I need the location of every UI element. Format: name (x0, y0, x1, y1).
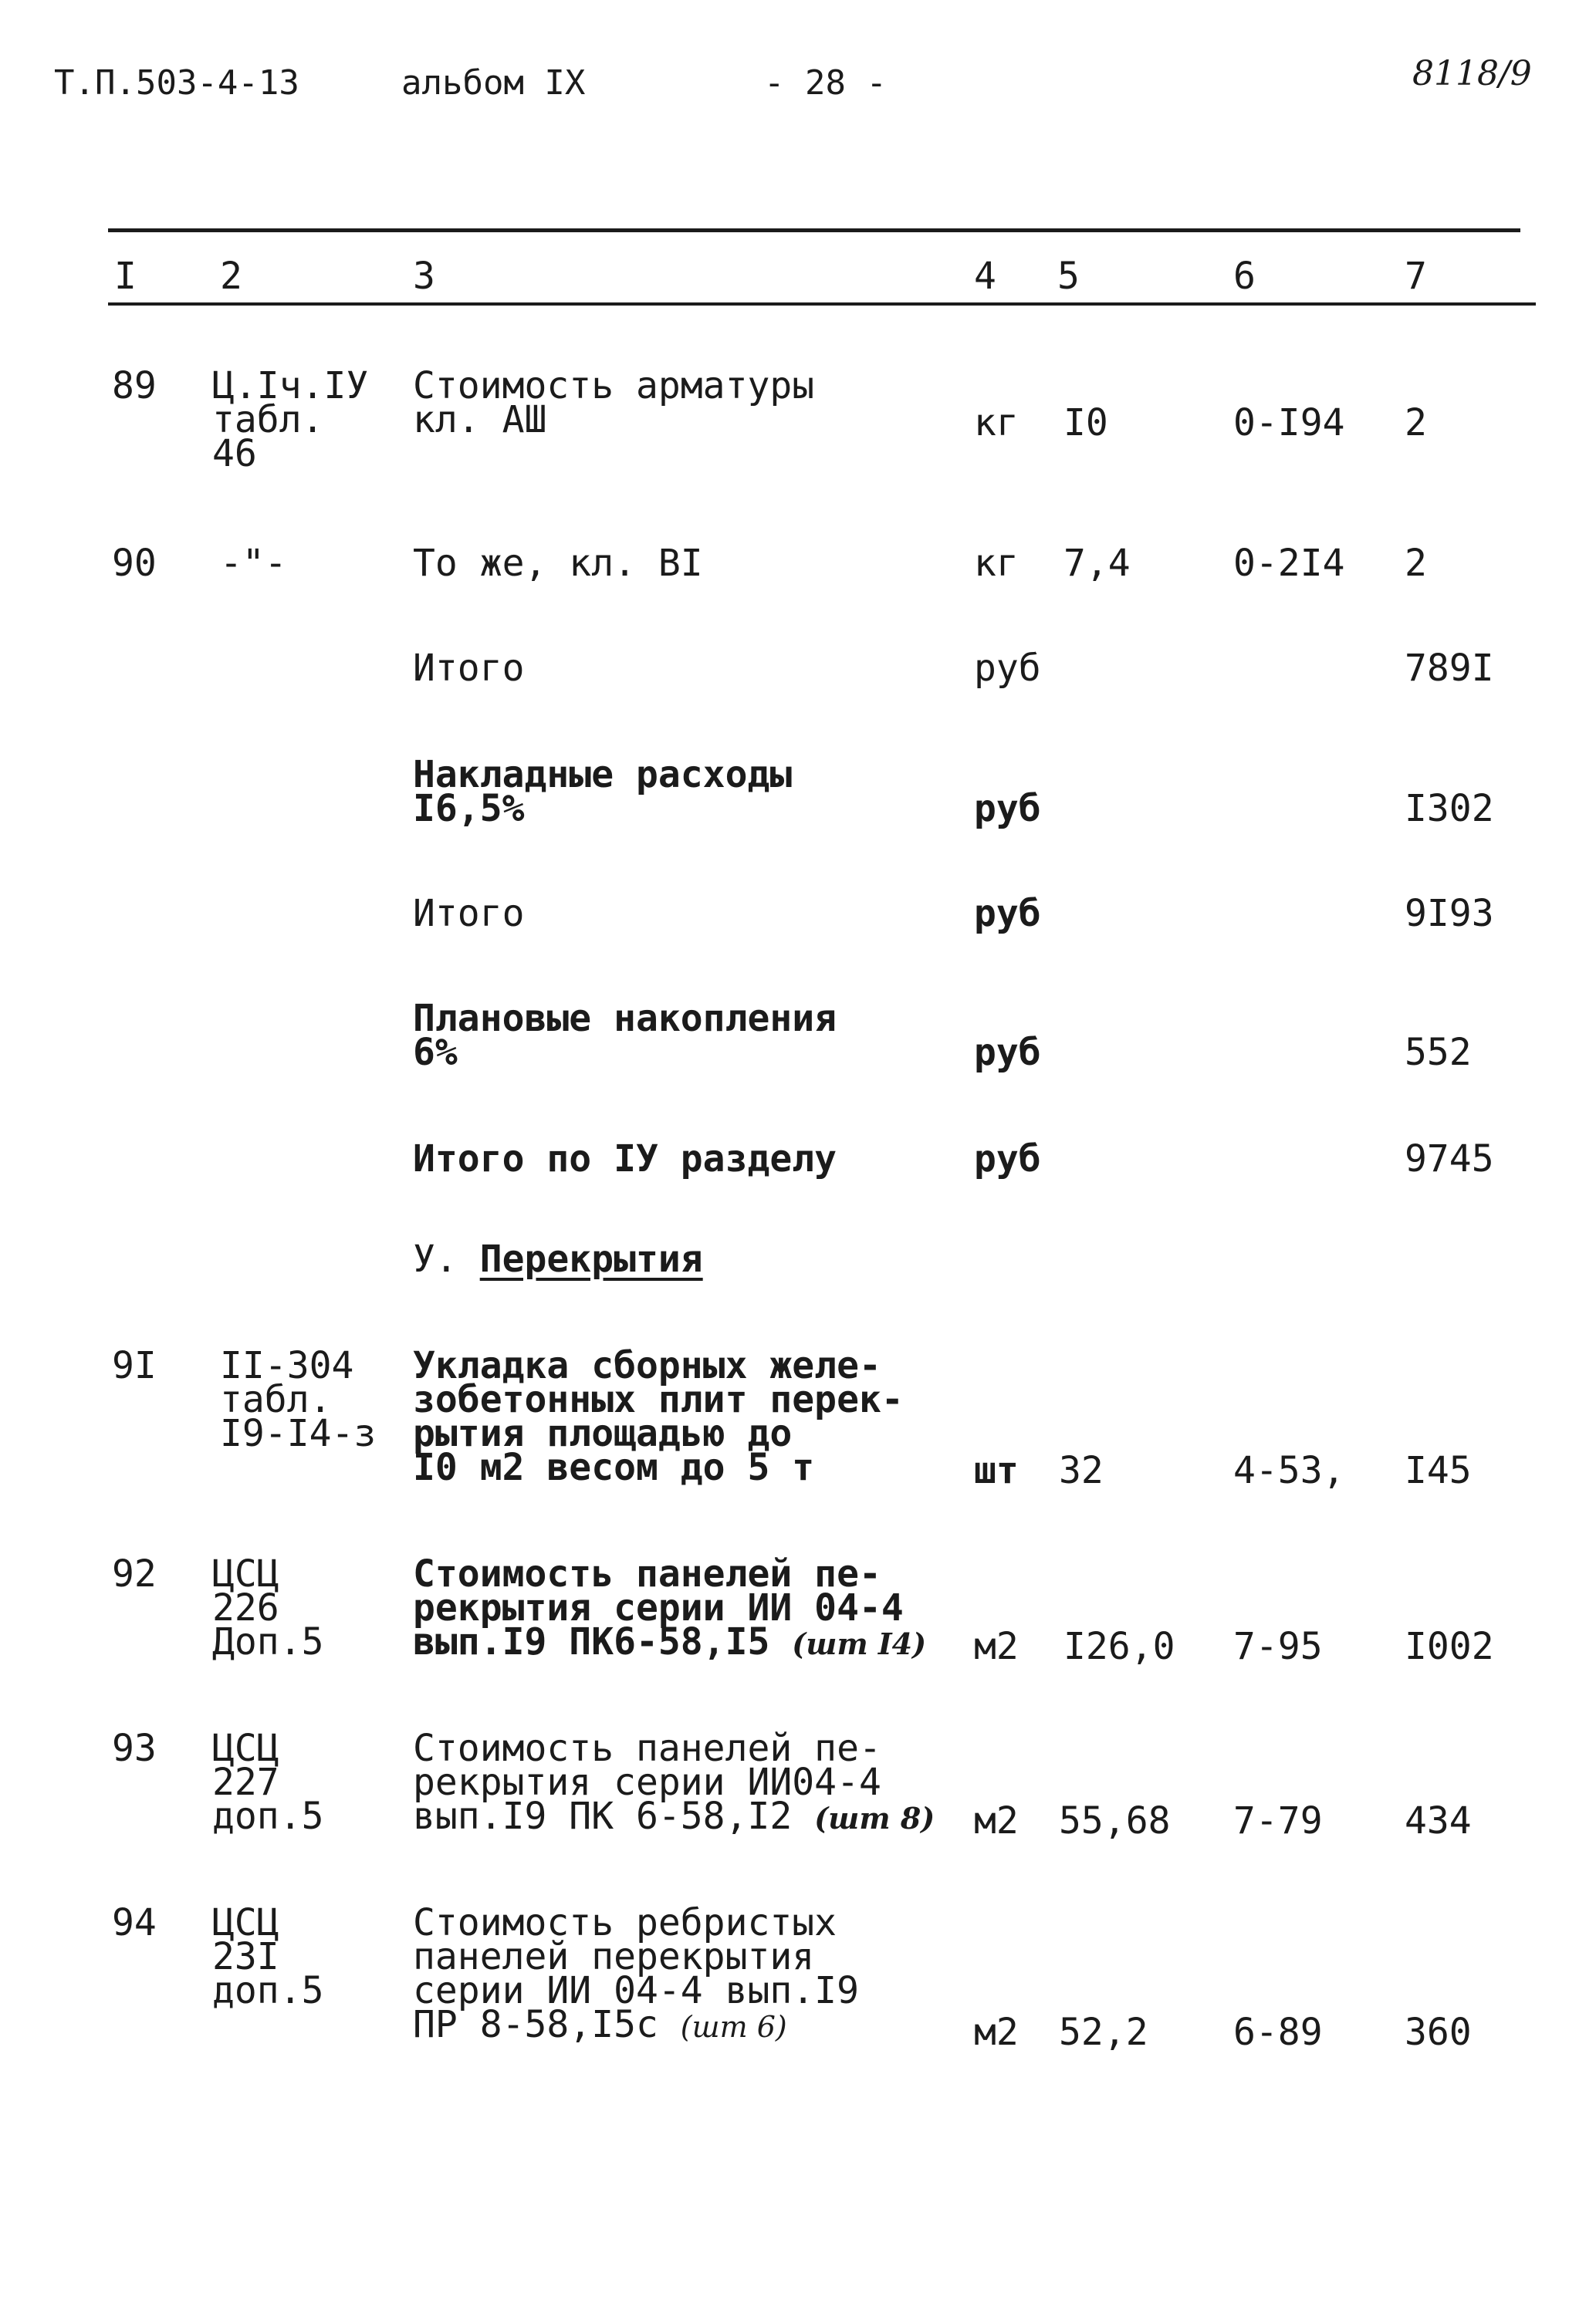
subtotal-1-label: Итого (413, 647, 525, 690)
overhead-unit: руб (974, 787, 1041, 830)
row-89-unit-price: 0-I94 (1233, 401, 1345, 444)
row-90-description: То же, кл. BI (413, 542, 703, 585)
page-number: - 28 - (764, 63, 887, 103)
subtotal-2-total: 9I93 (1405, 892, 1494, 935)
column-header-7: 7 (1405, 255, 1427, 298)
row-89-number: 89 (112, 364, 157, 407)
album-label: альбом IX (401, 63, 586, 103)
column-header-3: 3 (413, 255, 435, 298)
row-89-unit: кг (974, 401, 1019, 444)
row-92-description (413, 1552, 927, 1664)
section-5-prefix: У. (413, 1238, 458, 1281)
row-93-unit-price: 7-79 (1233, 1799, 1323, 1843)
row-92-description-text: Стоимость панелей пе- рекрытия серии ИИ 04-4 вып.I9 ПК6-58,I5 (413, 1552, 904, 1664)
section-4-total-label: Итого по IУ разделу (413, 1137, 837, 1181)
section-4-total-value: 9745 (1405, 1137, 1494, 1181)
row-94-description-text: Стоимость ребристых панелей перекрытия серии ИИ 04-4 вып.I9 ПР 8-58,I5с (413, 1901, 859, 2046)
row-90-number: 90 (112, 542, 157, 585)
row-93-number: 93 (112, 1727, 157, 1770)
row-94-description (413, 1901, 859, 2046)
row-93-total: 434 (1405, 1799, 1472, 1843)
row-94-total: 360 (1405, 2011, 1472, 2054)
row-93-source: ЦСЦ 227 доп.5 (212, 1727, 324, 1838)
subtotal-2-label: Итого (413, 892, 525, 935)
subtotal-1-total: 789I (1405, 647, 1494, 690)
row-91-unit-price: 4-53, (1233, 1449, 1345, 1492)
row-92-total: I002 (1405, 1625, 1494, 1668)
row-90-quantity: 7,4 (1063, 542, 1131, 585)
row-91-number: 9I (112, 1344, 157, 1387)
row-92-unit: м2 (974, 1625, 1019, 1668)
document-code: Т.П.503-4-13 (54, 63, 299, 103)
row-92-unit-price: 7-95 (1233, 1625, 1323, 1668)
row-91-total: I45 (1405, 1449, 1472, 1492)
planned-savings-label: Плановые накопления 6% (413, 997, 837, 1074)
row-93-description (413, 1727, 935, 1838)
row-90-unit: кг (974, 542, 1019, 585)
row-91-source: II-304 табл. I9-I4-з (220, 1344, 377, 1455)
row-89-total: 2 (1405, 401, 1427, 444)
row-94-quantity: 52,2 (1059, 2011, 1148, 2054)
column-header-6: 6 (1233, 255, 1256, 298)
subtotal-1-unit: руб (974, 647, 1041, 690)
row-90-source: -"- (220, 542, 287, 585)
overhead-total: I302 (1405, 787, 1494, 830)
row-94-unit: м2 (974, 2011, 1019, 2054)
planned-savings-total: 552 (1405, 1031, 1472, 1074)
row-92-number: 92 (112, 1552, 157, 1596)
row-90-total: 2 (1405, 542, 1427, 585)
section-4-total-unit: руб (974, 1137, 1041, 1181)
row-92-source: ЦСЦ 226 Доп.5 (212, 1552, 324, 1664)
row-94-piece-count-note: (шт 6) (680, 2010, 787, 2044)
row-89-description: Стоимость арматуры кл. АШ (413, 364, 815, 441)
row-93-piece-count-note: (шт 8) (814, 1801, 935, 1836)
row-91-description: Укладка сборных желе- зобетонных плит перек- рытия площадью до I0 м2 весом до 5 т (413, 1344, 904, 1489)
row-91-quantity: 32 (1059, 1449, 1104, 1492)
row-93-description-text: Стоимость панелей пе- рекрытия серии ИИ04-4 вып.I9 ПК 6-58,I2 (413, 1727, 881, 1838)
row-89-source: Ц.Iч.IУ табл. 46 (212, 364, 369, 475)
row-93-quantity: 55,68 (1059, 1799, 1171, 1843)
row-93-unit: м2 (974, 1799, 1019, 1843)
handwritten-reference: 8118/9 (1412, 54, 1532, 93)
row-92-piece-count-note: (шт I4) (792, 1626, 927, 1661)
column-header-rule (108, 302, 1536, 306)
row-89-quantity: I0 (1063, 401, 1108, 444)
planned-savings-unit: руб (974, 1031, 1041, 1074)
subtotal-2-unit: руб (974, 892, 1041, 935)
row-94-number: 94 (112, 1901, 157, 1944)
column-header-1: I (114, 255, 137, 298)
column-header-5: 5 (1057, 255, 1080, 298)
section-5-heading (413, 1238, 703, 1281)
column-header-2: 2 (220, 255, 242, 298)
row-90-unit-price: 0-2I4 (1233, 542, 1345, 585)
row-94-unit-price: 6-89 (1233, 2011, 1323, 2054)
row-94-source: ЦСЦ 23I доп.5 (212, 1901, 324, 2012)
overhead-label: Накладные расходы I6,5% (413, 753, 793, 830)
row-92-quantity: I26,0 (1063, 1625, 1175, 1668)
table-top-rule (108, 228, 1520, 232)
row-91-unit: шт (974, 1449, 1019, 1492)
column-header-4: 4 (974, 255, 996, 298)
section-5-title: Перекрытия (479, 1238, 703, 1281)
